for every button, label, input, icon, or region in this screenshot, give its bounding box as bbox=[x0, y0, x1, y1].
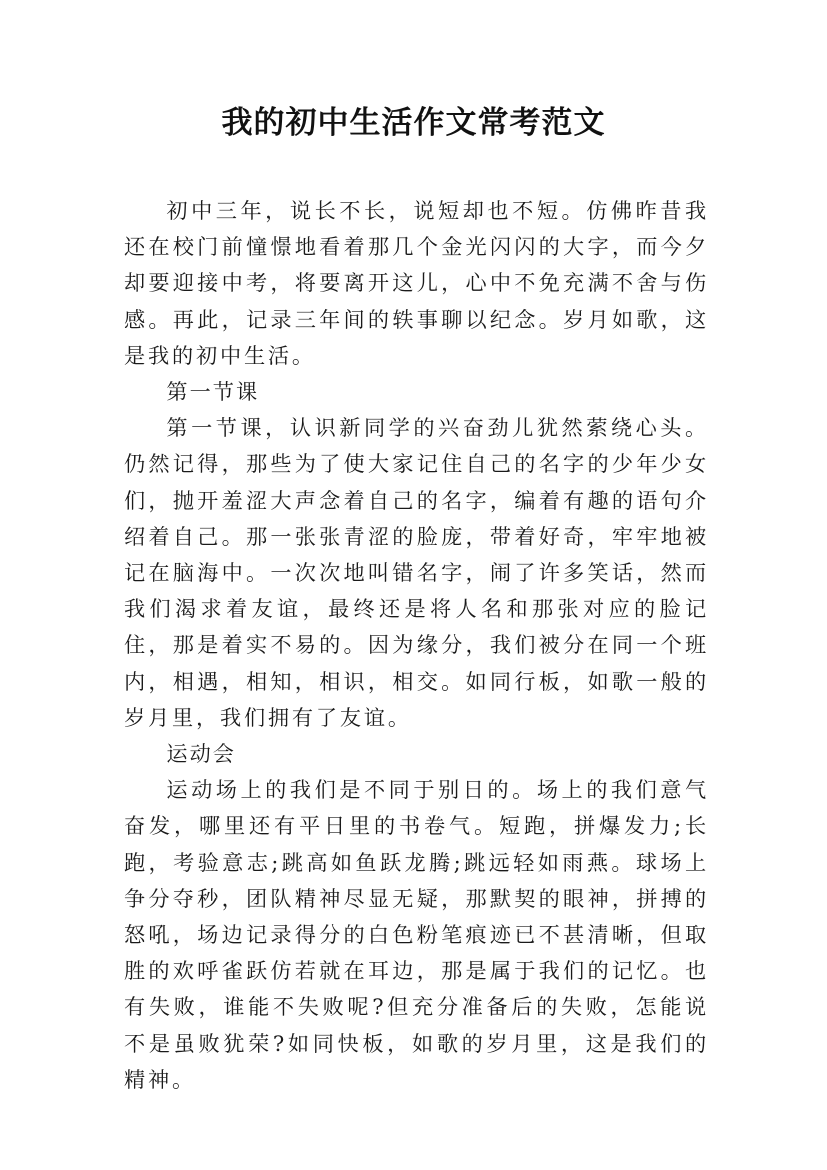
section-heading-first-class: 第一节课 bbox=[166, 379, 260, 405]
document-body bbox=[124, 193, 709, 1098]
section-paragraph-sports-meet: 运动场上的我们是不同于别日的。场上的我们意气奋发，哪里还有平日里的书卷气。短跑，拼爆发力;长跑，考验意志;跳高如鱼跃龙腾;跳远轻如雨燕。球场上争分夺秒，团队精神尽显无疑，那默契的眼神，拼搏的怒吼，场边记录得分的白色粉笔痕迹已不甚清晰，但取胜的欢呼雀跃仿若就在耳边，那是属于我们的记忆。也有失败，谁能不失败呢?但充分准备后的失败，怎能说不是虽败犹荣?如同快板，如歌的岁月里，这是我们的精神。 bbox=[124, 777, 709, 1092]
document-title: 我的初中生活作文常考范文 bbox=[221, 105, 606, 141]
section-heading-sports-meet: 运动会 bbox=[166, 741, 236, 767]
intro-paragraph: 初中三年，说长不长，说短却也不短。仿佛昨昔我还在校门前憧憬地看着那几个金光闪闪的大字，而今夕却要迎接中考，将要离开这儿，心中不免充满不舍与伤感。再此，记录三年间的轶事聊以纪念。岁月如歌，这是我的初中生活。 bbox=[124, 198, 709, 368]
section-paragraph-first-class: 第一节课，认识新同学的兴奋劲儿犹然萦绕心头。仍然记得，那些为了使大家记住自己的名字的少年少女们，抛开羞涩大声念着自己的名字，编着有趣的语句介绍着自己。那一张张青涩的脸庞，带着好奇，牢牢地被记在脑海中。一次次地叫错名字，闹了许多笑话，然而我们渴求着友谊，最终还是将人名和那张对应的脸记住，那是着实不易的。因为缘分，我们被分在同一个班内，相遇，相知，相识，相交。如同行板，如歌一般的岁月里，我们拥有了友谊。 bbox=[124, 415, 709, 730]
